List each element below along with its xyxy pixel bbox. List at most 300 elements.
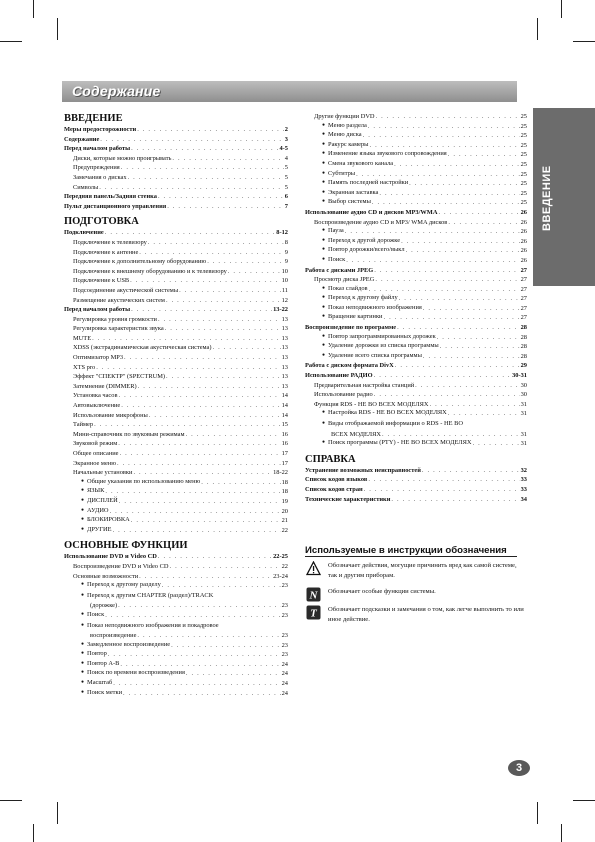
toc-page-number: 25 [520,132,527,140]
toc-entry[interactable] [305,381,527,391]
toc-entry[interactable] [64,552,288,562]
toc-left-column [64,112,288,698]
toc-entry-title: Основные возможности [73,572,139,580]
toc-page-number: 25 [520,122,527,130]
toc-entry-title: Начальные установки [73,469,133,477]
toc-page-number: 8-12 [276,229,288,237]
toc-entry[interactable] [64,526,288,536]
toc-entry-title: MUTE [73,334,92,342]
toc-entry[interactable] [64,439,288,449]
toc-entry-title: Перед началом работы [64,145,131,153]
toc-entry[interactable] [305,409,527,419]
toc-entry-title: Подключение к внешнему оборудованию и к телевизору [73,267,227,275]
toc-page-number: 16 [281,440,288,448]
toc-page-number: 2 [284,126,288,133]
crop-mark [0,800,22,801]
toc-entry-title: Звуковой режим [73,440,118,448]
toc-entry[interactable] [305,352,527,362]
dot-leader [99,183,284,193]
toc-entry-title: Регулировка характеристик звука [73,325,164,333]
dot-leader [105,228,276,238]
toc-page-number: 13 [281,334,288,342]
toc-entry-title: ● Повтор A-B [81,659,119,670]
dot-leader [473,439,520,449]
toc-entry-title: ● Поиск программы (PTY) - НЕ ВО ВСЕХ МОДЕЛЯХ [322,438,472,449]
toc-entry-title: ● Смена звукового канала [322,159,393,170]
toc-entry[interactable] [305,266,527,276]
dot-leader [118,391,280,401]
toc-entry-title: ● Замедленное воспроизведение [81,640,170,651]
toc-entry-title: ● Поиск [322,255,345,266]
section-heading: СПРАВКА [305,453,356,465]
dot-leader [228,267,281,277]
toc-entry[interactable] [64,296,288,306]
toc-page-number: 24 [281,680,288,688]
toc-entry-title: ● Поиск [81,610,104,621]
toc-entry-title-continued: (дорожке) [90,602,118,610]
toc-page-number: 13 [281,344,288,352]
dot-leader [406,246,520,256]
section-heading: ВВЕДЕНИЕ [64,113,123,124]
dot-leader [138,382,281,392]
dot-leader [158,192,284,202]
toc-page-number: 31 [520,400,527,408]
dot-leader [376,112,520,122]
toc-page-number: 28 [520,343,527,351]
dot-leader [179,286,281,296]
toc-entry-title: Подключение к телевизору [73,238,147,246]
dot-leader [394,160,519,170]
dot-leader [158,552,272,562]
toc-entry[interactable] [64,202,288,212]
toc-page-number: 30-31 [512,372,527,380]
toc-entry[interactable] [64,459,288,469]
toc-entry[interactable] [64,334,288,344]
legend-divider [305,556,517,557]
toc-entry-title: Список кодов языков [305,476,368,484]
dot-leader [131,144,278,154]
toc-entry-title: ● Удаление дорожки из списка программы [322,341,439,352]
toc-entry-title: Воспроизведение аудио CD и MP3/ WMA дисков [314,218,448,226]
toc-entry[interactable] [305,361,527,371]
legend-item-text: Обозначает особые функции системы. [328,588,436,595]
dot-leader [167,202,284,212]
toc-entry[interactable] [64,391,288,401]
toc-page-number: 27 [520,304,527,312]
dot-leader [96,363,280,373]
toc-entry-title: Функция RDS - НЕ ВО ВСЕХ МОДЕЛЯХ [314,400,429,408]
toc-entry[interactable] [305,439,527,449]
dot-leader [172,154,283,164]
dot-leader [120,449,281,459]
toc-entry-title: ● Виды отображаемой информации о RDS - НЕ ВО [322,420,463,427]
toc-page-number: 8 [284,238,288,246]
dot-leader [162,581,281,591]
dot-leader [415,381,519,391]
toc-entry[interactable] [64,411,288,421]
toc-entry-title: Экранное меню [73,459,116,467]
toc-page-number: 18 [281,488,288,496]
toc-page-number: 13 [281,382,288,390]
toc-entry[interactable] [64,238,288,248]
dot-leader [166,372,281,382]
toc-entry-title: ● Экранная заставка [322,188,378,199]
toc-page-number: 26 [520,247,527,255]
toc-entry[interactable] [64,228,288,238]
toc-page-number: 24 [281,660,288,668]
dot-leader [123,689,281,699]
toc-page-number: 19 [281,497,288,505]
toc-page-number: 27 [520,314,527,322]
crop-mark [0,41,22,42]
toc-page-number: 22-25 [273,553,288,561]
toc-right-column [305,112,527,504]
toc-entry-title: ● Показ слайдов [322,284,368,295]
toc-entry[interactable] [64,382,288,392]
toc-page-number: 31 [520,430,527,438]
toc-entry-title: Подключение к USB [73,277,130,285]
toc-entry[interactable] [64,154,288,164]
toc-entry-title: ● АУДИО [81,506,109,517]
toc-entry[interactable] [305,256,527,266]
dot-leader [186,430,281,440]
dot-leader [186,669,281,679]
dot-leader [113,526,281,536]
toc-entry-title: ● ДРУГИЕ [81,525,112,536]
toc-entry[interactable] [64,430,288,440]
toc-page-number: 23 [281,611,288,619]
dot-leader [374,371,511,381]
toc-page-number: 14 [281,411,288,419]
toc-entry[interactable] [64,581,288,591]
toc-page-number: 13 [281,315,288,323]
toc-entry-title: ● Меню диска [322,130,362,141]
warning-triangle-icon [306,561,321,576]
toc-entry[interactable] [64,401,288,411]
toc-entry[interactable] [64,315,288,325]
toc-entry-title: Таймер [73,421,94,429]
toc-page-number: 29 [520,362,527,370]
toc-entry-title: Автовыключение [73,402,121,410]
toc-entry[interactable] [64,173,288,183]
toc-entry[interactable] [64,343,288,353]
toc-page-number: 25 [520,151,527,159]
toc-entry-title: ● Переход к другому разделу [81,580,161,591]
toc-page-number: 21 [281,517,288,525]
toc-entry[interactable] [64,183,288,193]
dot-leader [117,459,281,469]
crop-mark [561,824,562,842]
toc-entry[interactable] [64,372,288,382]
toc-page-number: 30 [520,381,527,389]
toc-page-number: 13 [281,354,288,362]
toc-entry-title: XDSS (экстрадинамическая акустическая система) [73,344,212,352]
dot-leader [207,257,284,267]
toc-page-number: 31 [520,440,527,448]
toc-page-number: 22 [281,562,288,570]
toc-page-number: 23 [281,602,288,610]
dot-leader [438,208,519,218]
toc-entry-title: ● Удаление всего списка программы [322,351,422,362]
dot-leader [422,466,520,476]
toc-entry-title: ● Повтор [81,649,107,660]
toc-entry[interactable] [64,689,288,699]
toc-entry-title: Другие функции DVD [314,113,375,120]
toc-entry[interactable] [305,371,527,381]
toc-page-number: 13 [281,373,288,381]
toc-entry[interactable] [305,495,527,505]
toc-page-number: 30 [520,391,527,399]
dot-leader [423,304,520,314]
toc-page-number: 28 [520,333,527,341]
toc-entry[interactable] [64,611,288,621]
legend-item-text: Обозначает подсказки и замечания о том, как легче выполнить то или иное действие. [328,606,524,623]
dot-leader [372,198,520,208]
page-number: 3 [508,760,530,776]
toc-entry[interactable] [305,475,527,485]
toc-entry[interactable] [305,313,527,323]
toc-entry-title: ● Поиск по времени воспроизведения [81,668,185,679]
toc-entry-title: Технические характеристики [305,495,391,503]
dot-leader [149,411,281,421]
toc-page-number: 31 [520,410,527,418]
section-heading: ПОДГОТОВКА [64,216,139,228]
toc-page-number: 23-24 [273,572,288,580]
dot-leader [165,324,281,334]
n-note-icon [306,587,321,602]
toc-entry[interactable] [64,192,288,202]
dot-leader [383,313,519,323]
dot-leader [128,173,284,183]
toc-entry[interactable] [64,257,288,267]
toc-entry-title: Предварительная настройка станций [314,381,415,389]
svg-text:T: T [310,607,317,620]
toc-page-number: 28 [520,352,527,360]
dot-leader [409,179,519,189]
toc-page-number: 14 [281,392,288,400]
toc-entry[interactable] [64,125,288,135]
toc-page-number: 4 [284,154,288,162]
toc-entry-title: ● Повтор дорожки/всего/выкл [322,245,405,256]
toc-entry-title: Символы [73,183,99,191]
dot-leader [131,516,281,526]
toc-entry-title: Размещение акустических систем [73,296,165,304]
dot-leader [423,352,520,362]
toc-entry-title: Работа с дисками JPEG [305,266,374,274]
toc-entry-title: ● Выбор системы [322,197,371,208]
toc-entry-title: ● Пауза [322,226,344,237]
dot-leader [166,296,281,306]
toc-page-number: 34 [520,495,527,503]
toc-page-number: 18-22 [273,469,288,477]
toc-entry[interactable] [64,363,288,373]
toc-entry-title: ● Масштаб [81,678,112,689]
toc-page-number: 6 [284,193,288,201]
toc-entry-title: Эффект "СПЕКТР" (SPECTRUM) [73,373,166,381]
dot-leader [368,122,520,132]
toc-page-number: 33 [520,485,527,493]
dot-leader [395,361,520,371]
toc-entry-title: ● Показ неподвижного изображения [322,303,422,314]
toc-page-number: 26 [520,228,527,236]
toc-entry-title: ● Память последней настройки [322,178,408,189]
toc-entry-title: Диски, которые можно проигрывать [73,154,172,162]
toc-page-number: 23 [281,651,288,659]
toc-entry-title: Использование микрофоны [73,411,148,419]
toc-entry[interactable] [305,198,527,208]
toc-page-number: 23 [281,641,288,649]
dot-leader [375,275,519,285]
crop-mark [573,800,595,801]
toc-entry-title: Воспроизведение по программе [305,324,397,332]
toc-page-number: 25 [520,141,527,149]
toc-page-number: 5 [284,164,288,172]
toc-entry-title: ● Показ неподвижного изображения и покадровое [81,622,219,629]
toc-entry-title: ● Переход к другому файлу [322,293,398,304]
toc-entry[interactable] [64,163,288,173]
dot-leader [346,256,519,266]
toc-page-number: 10 [281,267,288,275]
dot-leader [169,562,280,572]
toc-entry[interactable] [64,248,288,258]
toc-entry[interactable] [64,562,288,572]
dot-leader [118,601,280,611]
toc-page-number: 27 [520,266,527,274]
toc-entry-title: Передняя панель/Задняя стенка [64,193,157,201]
toc-page-number: 27 [520,276,527,284]
toc-entry-title: Перед началом работы [64,306,131,314]
crop-mark [561,0,562,18]
toc-entry[interactable] [305,466,527,476]
toc-entry[interactable] [64,420,288,430]
toc-entry-title: ● Переход к другим CHAPTER (раздел)/TRACK [81,592,213,599]
toc-page-number: 13 [281,363,288,371]
toc-page-number: 26 [520,208,527,216]
dot-leader [110,507,281,517]
toc-entry-title: Использование радио [314,391,373,399]
dot-leader [448,409,520,419]
toc-entry-title: ● Повтор запрограммированных дорожек [322,332,436,343]
crop-mark [33,0,34,18]
crop-mark [537,18,538,40]
toc-entry-title: Общее описание [73,450,119,457]
toc-entry-title: Установка часов [73,392,118,400]
dot-leader [401,237,520,247]
toc-entry-title: ● Ракурс камеры [322,140,368,151]
toc-entry-title: ● ДИСПЛЕЙ [81,496,118,507]
dot-leader [364,485,520,495]
toc-page-number: 23 [281,582,288,590]
toc-page-number: 27 [520,285,527,293]
crop-mark [537,802,538,824]
toc-entry-title: Регулировка уровня громкости [73,315,157,323]
toc-entry[interactable] [64,276,288,286]
toc-page-number: 7 [284,202,288,210]
toc-entry[interactable] [64,449,288,459]
toc-page-number: 14 [281,402,288,410]
toc-entry[interactable] [305,485,527,495]
toc-page-number: 3 [284,135,288,143]
toc-entry[interactable] [64,591,288,611]
toc-entry[interactable] [64,324,288,334]
dot-leader [148,238,284,248]
toc-page-number: 9 [284,248,288,256]
toc-page-number: 26 [520,237,527,245]
dot-leader [374,390,520,400]
dot-leader [118,439,280,449]
toc-entry-title: Содержание [64,135,100,143]
legend-item-text: Обозначает действия, могущие причинить вред как самой системе, так и другим приборам. [328,562,517,579]
toc-entry-title: Использование РАДИО [305,372,373,380]
toc-page-number: 17 [281,450,288,457]
toc-entry[interactable] [305,419,527,439]
toc-entry[interactable] [64,353,288,363]
toc-page-number: 32 [520,466,527,474]
section-side-tab-label: ВВЕДЕНИЕ [541,165,553,231]
toc-page-number: 20 [281,507,288,515]
toc-page-number: 28 [520,324,527,332]
toc-entry-title: ● Поиск метки [81,688,122,699]
toc-entry-title: ● Изменение языка звукового сопровождения [322,149,447,160]
toc-entry[interactable] [305,208,527,218]
toc-page-number: 27 [520,295,527,303]
dot-leader [113,679,280,689]
section-heading: ОСНОВНЫЕ ФУНКЦИИ [64,540,188,552]
toc-page-number: 16 [281,430,288,438]
toc-entry[interactable] [64,135,288,145]
toc-page-number: 4-5 [279,145,288,153]
dot-leader [137,125,284,135]
dot-leader [105,487,280,497]
toc-page-number: 12 [281,296,288,304]
toc-entry-title: Использование DVD и Video CD [64,553,157,561]
crop-mark [57,18,58,40]
toc-page-number: 25 [520,180,527,188]
toc-entry-title: Просмотр диска JPEG [314,276,375,284]
toc-page-number: 18 [281,478,288,486]
toc-page-number: 33 [520,476,527,484]
page-title: Содержание [72,83,161,99]
toc-entry[interactable] [64,144,288,154]
toc-entry[interactable] [64,267,288,277]
dot-leader [94,420,281,430]
dot-leader [121,163,284,173]
dot-leader [379,189,519,199]
toc-entry-title: ● Настройка RDS - НЕ ВО ВСЕХ МОДЕЛЯХ [322,408,447,419]
toc-page-number: 5 [284,173,288,181]
toc-page-number: 25 [520,160,527,168]
toc-entry[interactable] [64,305,288,315]
legend-title: Используемые в инструкции обозначения [305,545,507,556]
toc-entry-title: Подсоединение акустической системы [73,286,179,294]
toc-entry[interactable] [64,286,288,296]
dot-leader [440,342,520,352]
toc-entry[interactable] [64,621,288,641]
toc-entry-title: ● Субтитры [322,169,355,180]
toc-page-number: 25 [520,199,527,207]
crop-mark [33,824,34,842]
dot-leader [363,131,520,141]
toc-entry-title: XTS pro [73,363,96,371]
toc-page-number: 24 [281,689,288,697]
dot-leader [158,315,281,325]
dot-leader [130,276,280,286]
toc-page-number: 10 [281,277,288,285]
toc-entry-title: ● Общие указания по использованию меню [81,477,200,488]
toc-entry-title: ● Вращение картинки [322,312,382,323]
toc-entry[interactable] [305,390,527,400]
toc-entry-title: Мини-справочник по звуковым режимам [73,430,185,438]
